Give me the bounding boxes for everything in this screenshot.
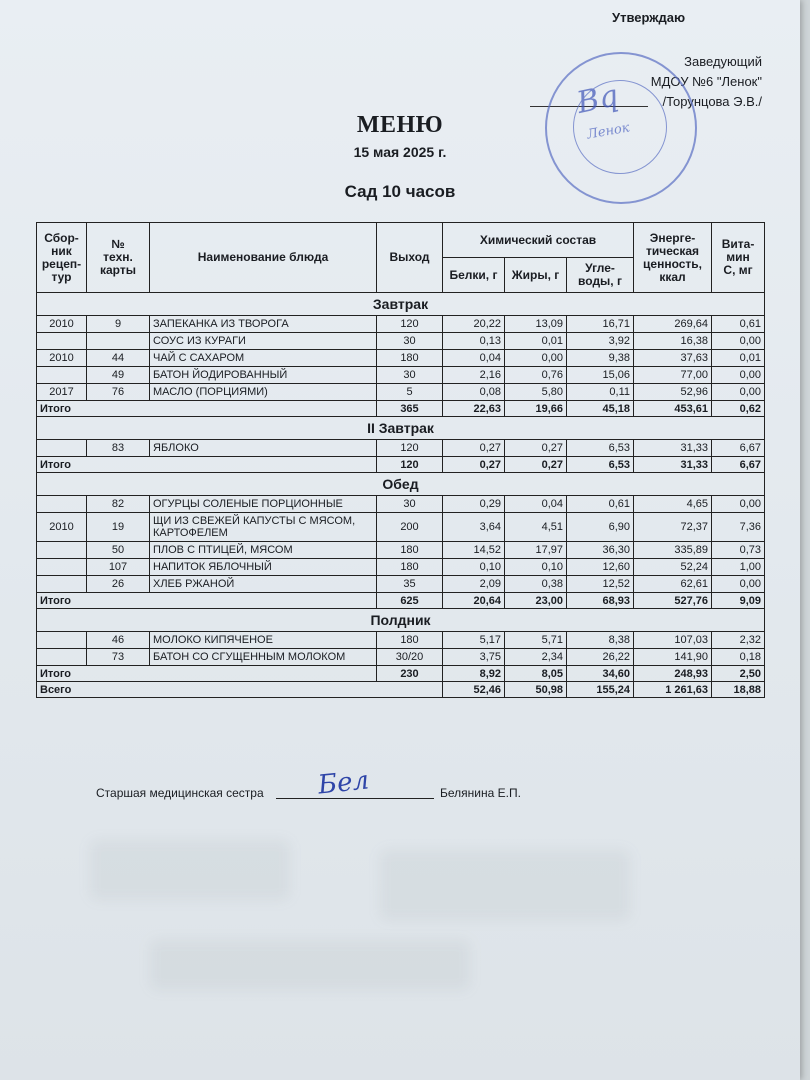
cell-fat: 5,71 (505, 632, 567, 649)
cell-carbs: 0,61 (567, 496, 634, 513)
total-label: Итого (37, 401, 377, 417)
cell-protein: 0,27 (443, 440, 505, 457)
total-row (37, 457, 765, 473)
cell-protein: 2,09 (443, 576, 505, 593)
total-row (37, 666, 765, 682)
cell-energy: 141,90 (634, 649, 712, 666)
cell-output: 180 (377, 542, 443, 559)
head-position: Заведующий (684, 54, 762, 69)
cell-fat: 4,51 (505, 513, 567, 542)
cell-fat: 0,27 (505, 440, 567, 457)
cell-card: 82 (87, 496, 150, 513)
cell-output: 30 (377, 333, 443, 350)
cell-dish: ЩИ ИЗ СВЕЖЕЙ КАПУСТЫ С МЯСОМ, КАРТОФЕЛЕМ (150, 513, 377, 542)
cell-protein: 0,08 (443, 384, 505, 401)
total-output: 230 (377, 666, 443, 682)
cell-collection: 2010 (37, 350, 87, 367)
cell-output: 120 (377, 316, 443, 333)
cell-energy: 52,24 (634, 559, 712, 576)
col-carbs: Угле- воды, г (567, 258, 634, 293)
grand-total-energy: 1 261,63 (634, 682, 712, 698)
cell-vitc: 0,18 (712, 649, 765, 666)
col-vitc: Вита- мин С, мг (712, 223, 765, 293)
total-row (37, 593, 765, 609)
cell-output: 5 (377, 384, 443, 401)
cell-vitc: 0,00 (712, 496, 765, 513)
cell-energy: 107,03 (634, 632, 712, 649)
cell-fat: 17,97 (505, 542, 567, 559)
approve-label: Утверждаю (612, 10, 686, 25)
cell-collection (37, 632, 87, 649)
section-header (37, 293, 765, 316)
cell-collection (37, 649, 87, 666)
nurse-signature-line (276, 798, 434, 799)
table-row (37, 632, 765, 649)
total-carbs: 45,18 (567, 401, 634, 417)
cell-vitc: 0,00 (712, 333, 765, 350)
table-row (37, 384, 765, 401)
cell-card: 46 (87, 632, 150, 649)
cell-vitc: 7,36 (712, 513, 765, 542)
stamp-signature: Bq (573, 78, 622, 121)
cell-fat: 0,10 (505, 559, 567, 576)
cell-card: 44 (87, 350, 150, 367)
cell-carbs: 15,06 (567, 367, 634, 384)
section-title: Завтрак (37, 293, 765, 316)
cell-vitc: 1,00 (712, 559, 765, 576)
cell-output: 180 (377, 559, 443, 576)
cell-card: 73 (87, 649, 150, 666)
total-carbs: 6,53 (567, 457, 634, 473)
cell-protein: 3,64 (443, 513, 505, 542)
col-dish: Наименование блюда (150, 223, 377, 293)
cell-output: 180 (377, 350, 443, 367)
cell-collection: 2010 (37, 316, 87, 333)
total-fat: 19,66 (505, 401, 567, 417)
total-fat: 0,27 (505, 457, 567, 473)
cell-protein: 5,17 (443, 632, 505, 649)
col-collection: Сбор- ник рецеп- тур (37, 223, 87, 293)
nurse-signature: Бел (316, 765, 371, 801)
grand-total-vitc: 18,88 (712, 682, 765, 698)
cell-carbs: 16,71 (567, 316, 634, 333)
cell-dish: СОУС ИЗ КУРАГИ (150, 333, 377, 350)
section-title: Полдник (37, 609, 765, 632)
total-energy: 31,33 (634, 457, 712, 473)
cell-dish: БАТОН ЙОДИРОВАННЫЙ (150, 367, 377, 384)
cell-energy: 52,96 (634, 384, 712, 401)
table-row (37, 316, 765, 333)
table-row (37, 559, 765, 576)
total-output: 120 (377, 457, 443, 473)
total-vitc: 2,50 (712, 666, 765, 682)
total-energy: 248,93 (634, 666, 712, 682)
col-fat: Жиры, г (505, 258, 567, 293)
cell-energy: 335,89 (634, 542, 712, 559)
cell-vitc: 0,00 (712, 384, 765, 401)
nurse-role: Старшая медицинская сестра (96, 786, 264, 800)
cell-fat: 0,00 (505, 350, 567, 367)
cell-vitc: 0,00 (712, 576, 765, 593)
cell-output: 180 (377, 632, 443, 649)
cell-output: 35 (377, 576, 443, 593)
cell-energy: 62,61 (634, 576, 712, 593)
section-title: Обед (37, 473, 765, 496)
grand-total-label: Всего (37, 682, 443, 698)
cell-carbs: 6,53 (567, 440, 634, 457)
cell-collection: 2017 (37, 384, 87, 401)
cell-carbs: 8,38 (567, 632, 634, 649)
cell-energy: 16,38 (634, 333, 712, 350)
cell-vitc: 0,73 (712, 542, 765, 559)
col-chem: Химический состав (443, 223, 634, 258)
cell-collection (37, 559, 87, 576)
table-row (37, 496, 765, 513)
grand-total-row (37, 682, 765, 698)
cell-energy: 269,64 (634, 316, 712, 333)
table-row (37, 513, 765, 542)
cell-dish: ЯБЛОКО (150, 440, 377, 457)
cell-fat: 13,09 (505, 316, 567, 333)
total-vitc: 0,62 (712, 401, 765, 417)
cell-vitc: 0,61 (712, 316, 765, 333)
cell-dish: БАТОН СО СГУЩЕННЫМ МОЛОКОМ (150, 649, 377, 666)
cell-dish: ЗАПЕКАНКА ИЗ ТВОРОГА (150, 316, 377, 333)
total-protein: 20,64 (443, 593, 505, 609)
cell-carbs: 3,92 (567, 333, 634, 350)
cell-energy: 77,00 (634, 367, 712, 384)
cell-vitc: 0,00 (712, 367, 765, 384)
cell-collection (37, 576, 87, 593)
cell-collection (37, 440, 87, 457)
cell-protein: 2,16 (443, 367, 505, 384)
cell-fat: 0,01 (505, 333, 567, 350)
total-fat: 23,00 (505, 593, 567, 609)
table-row (37, 333, 765, 350)
section-header (37, 417, 765, 440)
section-title: II Завтрак (37, 417, 765, 440)
cell-energy: 72,37 (634, 513, 712, 542)
total-label: Итого (37, 666, 377, 682)
cell-card: 9 (87, 316, 150, 333)
cell-carbs: 26,22 (567, 649, 634, 666)
bleed-through-mark (380, 850, 630, 920)
cell-fat: 0,04 (505, 496, 567, 513)
menu-body (37, 293, 765, 698)
table-row (37, 367, 765, 384)
cell-dish: НАПИТОК ЯБЛОЧНЫЙ (150, 559, 377, 576)
total-protein: 0,27 (443, 457, 505, 473)
total-label: Итого (37, 457, 377, 473)
cell-output: 30 (377, 367, 443, 384)
page-title: МЕНЮ (356, 112, 444, 138)
cell-card: 83 (87, 440, 150, 457)
cell-fat: 0,38 (505, 576, 567, 593)
col-card: № техн. карты (87, 223, 150, 293)
total-protein: 22,63 (443, 401, 505, 417)
cell-collection: 2010 (37, 513, 87, 542)
cell-protein: 0,29 (443, 496, 505, 513)
cell-card: 26 (87, 576, 150, 593)
total-row (37, 401, 765, 417)
cell-collection (37, 496, 87, 513)
cell-card: 107 (87, 559, 150, 576)
cell-carbs: 12,60 (567, 559, 634, 576)
bleed-through-mark (90, 840, 290, 900)
cell-carbs: 6,90 (567, 513, 634, 542)
stamp-text: Ленок (586, 120, 631, 143)
cell-protein: 0,13 (443, 333, 505, 350)
grand-total-fat: 50,98 (505, 682, 567, 698)
cell-energy: 31,33 (634, 440, 712, 457)
total-energy: 527,76 (634, 593, 712, 609)
cell-output: 30/20 (377, 649, 443, 666)
cell-collection (37, 367, 87, 384)
grand-total-carbs: 155,24 (567, 682, 634, 698)
cell-card: 19 (87, 513, 150, 542)
total-vitc: 9,09 (712, 593, 765, 609)
table-row (37, 350, 765, 367)
cell-dish: ПЛОВ С ПТИЦЕЙ, МЯСОМ (150, 542, 377, 559)
cell-collection (37, 333, 87, 350)
cell-carbs: 9,38 (567, 350, 634, 367)
total-protein: 8,92 (443, 666, 505, 682)
menu-date: 15 мая 2025 г. (353, 144, 447, 160)
cell-output: 120 (377, 440, 443, 457)
cell-dish: ХЛЕБ РЖАНОЙ (150, 576, 377, 593)
cell-energy: 37,63 (634, 350, 712, 367)
cell-protein: 14,52 (443, 542, 505, 559)
cell-fat: 0,76 (505, 367, 567, 384)
section-header (37, 473, 765, 496)
head-org: МДОУ №6 "Ленок" (650, 74, 762, 89)
col-output: Выход (377, 223, 443, 293)
cell-card (87, 333, 150, 350)
cell-card: 76 (87, 384, 150, 401)
col-energy: Энерге- тическая ценность, ккал (634, 223, 712, 293)
cell-carbs: 12,52 (567, 576, 634, 593)
cell-energy: 4,65 (634, 496, 712, 513)
section-header (37, 609, 765, 632)
table-row (37, 576, 765, 593)
head-name: /Торунцова Э.В./ (662, 94, 762, 109)
total-carbs: 34,60 (567, 666, 634, 682)
total-carbs: 68,93 (567, 593, 634, 609)
cell-protein: 20,22 (443, 316, 505, 333)
table-row (37, 440, 765, 457)
bleed-through-mark (150, 940, 470, 990)
col-protein: Белки, г (443, 258, 505, 293)
cell-vitc: 0,01 (712, 350, 765, 367)
nurse-name: Белянина Е.П. (440, 786, 521, 800)
cell-protein: 0,10 (443, 559, 505, 576)
total-label: Итого (37, 593, 377, 609)
cell-dish: МАСЛО (ПОРЦИЯМИ) (150, 384, 377, 401)
cell-fat: 2,34 (505, 649, 567, 666)
cell-dish: ЧАЙ С САХАРОМ (150, 350, 377, 367)
cell-dish: МОЛОКО КИПЯЧЕНОЕ (150, 632, 377, 649)
total-energy: 453,61 (634, 401, 712, 417)
grand-total-protein: 52,46 (443, 682, 505, 698)
cell-card: 49 (87, 367, 150, 384)
group-name: Сад 10 часов (344, 182, 456, 201)
cell-fat: 5,80 (505, 384, 567, 401)
cell-protein: 3,75 (443, 649, 505, 666)
cell-output: 200 (377, 513, 443, 542)
table-row (37, 542, 765, 559)
cell-vitc: 6,67 (712, 440, 765, 457)
total-fat: 8,05 (505, 666, 567, 682)
cell-card: 50 (87, 542, 150, 559)
menu-table (36, 222, 765, 698)
table-row (37, 649, 765, 666)
cell-output: 30 (377, 496, 443, 513)
cell-carbs: 0,11 (567, 384, 634, 401)
cell-vitc: 2,32 (712, 632, 765, 649)
total-vitc: 6,67 (712, 457, 765, 473)
cell-protein: 0,04 (443, 350, 505, 367)
cell-collection (37, 542, 87, 559)
total-output: 625 (377, 593, 443, 609)
cell-carbs: 36,30 (567, 542, 634, 559)
total-output: 365 (377, 401, 443, 417)
cell-dish: ОГУРЦЫ СОЛЕНЫЕ ПОРЦИОННЫЕ (150, 496, 377, 513)
